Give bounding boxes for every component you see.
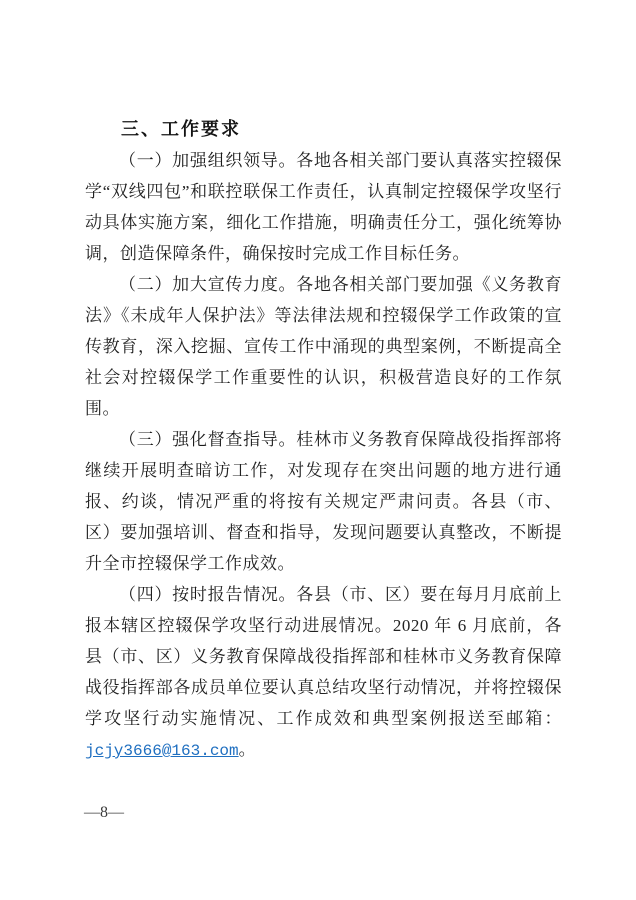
paragraph-lead: （一）加强组织领导。 (119, 151, 297, 170)
paragraph (85, 579, 562, 767)
paragraph-lead: （二）加大宣传力度。 (119, 275, 297, 294)
email-link[interactable]: jcjy3666@163.com (85, 742, 239, 760)
paragraph (85, 269, 562, 424)
document-body (85, 114, 562, 767)
paragraph-body: 各地各相关部门要加强《义务教育法》《未成年人保护法》等法律法规和控辍保学工作政策的宣传教育，深入挖掘、宣传工作中涌现的典型案例，不断提高全社会对控辍保学工作重要性的认识，积极营造良好的工作氛围。 (85, 275, 563, 418)
paragraph-body: 各地各相关部门要认真落实控辍保学“双线四包”和联控联保工作责任，认真制定控辍保学攻坚行动具体实施方案，细化工作措施，明确责任分工，强化统筹协调，创造保障条件，确保按时完成工作目标任务。 (85, 151, 563, 263)
paragraph-lead: （三）强化督查指导。 (119, 430, 297, 449)
paragraph (85, 145, 562, 269)
paragraph-body: 各县（市、区）要在每月月底前上报本辖区控辍保学攻坚行动进展情况。2020 年 6 月底前，各县（市、区）义务教育保障战役指挥部和桂林市义务教育保障战役指挥部各成员单位要认真总结攻坚行动情况，并将控辍保学攻坚行动实施情况、工作成效和典型案例报送至邮箱： (85, 585, 563, 728)
paragraph (85, 424, 562, 579)
paragraph-body: 桂林市义务教育保障战役指挥部将继续开展明查暗访工作，对发现存在突出问题的地方进行通报、约谈，情况严重的将按有关规定严肃问责。各县（市、区）要加强培训、督查和指导，发现问题要认真整改，不断提升全市控辍保学工作成效。 (85, 430, 563, 573)
paragraph-body-tail: 。 (238, 740, 257, 759)
paragraph-lead: （四）按时报告情况。 (119, 585, 297, 604)
section-heading: 三、工作要求 (121, 119, 241, 139)
page-number: —8— (84, 804, 124, 821)
